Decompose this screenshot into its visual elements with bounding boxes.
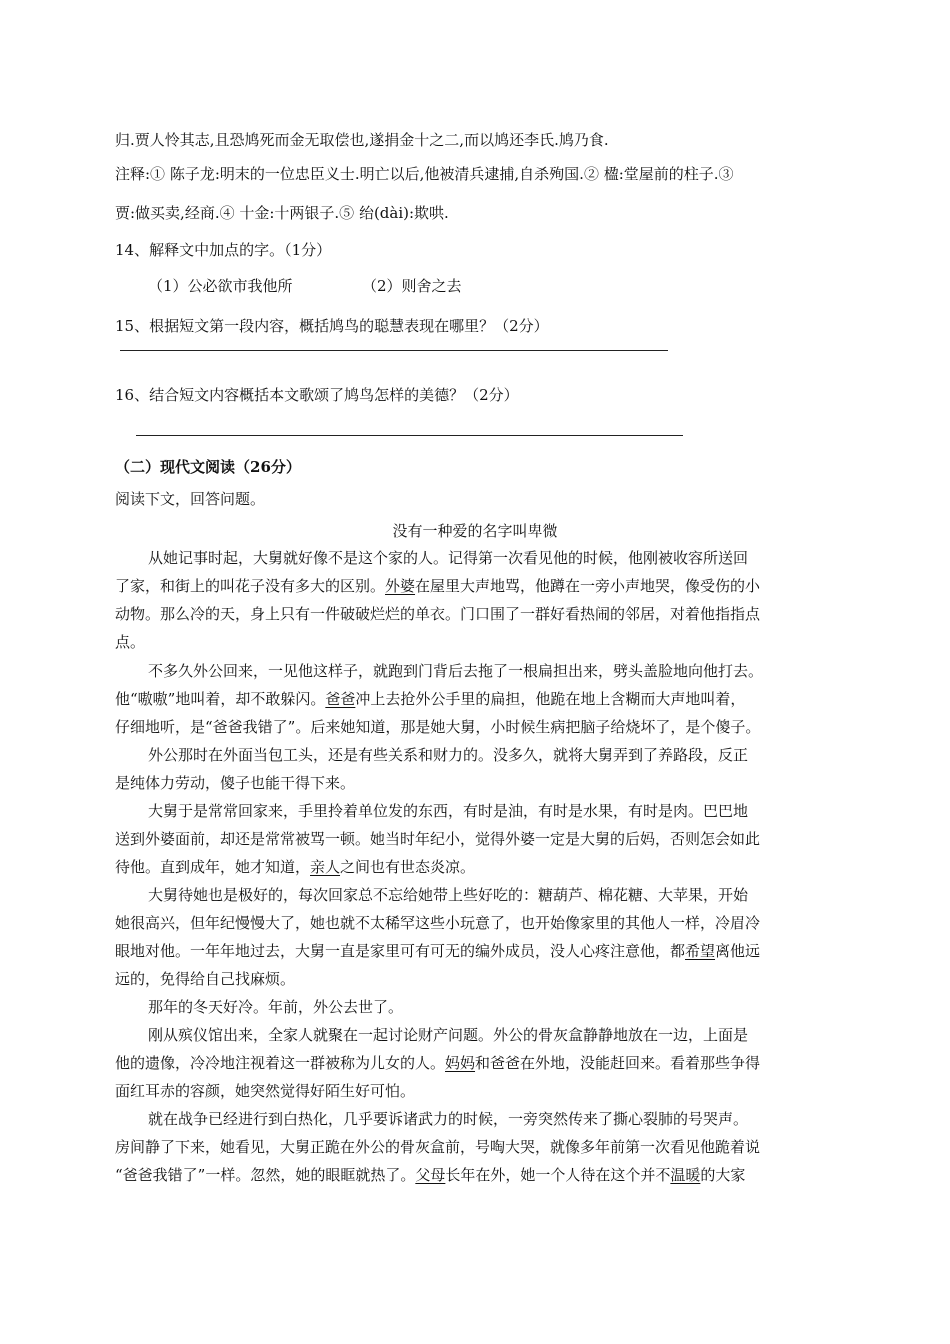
paragraph-line: 她很高兴，但年纪慢慢大了，她也就不太稀罕这些小玩意了，也开始像家里的其他人一样，冷眉冷	[115, 914, 761, 932]
question-16: 16、结合短文内容概括本文歌颂了鸠鸟怎样的美德？（2分）	[115, 386, 519, 404]
section-heading: （二）现代文阅读（26分）	[115, 458, 301, 476]
question-14: 14、解释文中加点的字。（1分）	[115, 241, 332, 259]
instruction: 阅读下文，回答问题。	[115, 490, 266, 508]
paragraph-line: 点。	[115, 633, 146, 651]
paragraph-line: 送到外婆面前，却还是常常被骂一顿。她当时年纪小，觉得外婆一定是大舅的后妈，否则怎会如此	[115, 830, 761, 848]
underlined-word: 温暖	[670, 1166, 701, 1184]
underlined-word: 爸爸	[325, 690, 356, 708]
paragraph-line: “爸爸我错了”一样。忽然，她的眼眶就热了。父母长年在外，她一个人待在这个并不温暖的大家	[115, 1166, 746, 1184]
question-15: 15、根据短文第一段内容，概括鸠鸟的聪慧表现在哪里？（2分）	[115, 317, 549, 335]
underlined-word: 亲人	[310, 858, 341, 876]
paragraph-line: 远的，免得给自己找麻烦。	[115, 970, 296, 988]
answer-line[interactable]	[136, 435, 683, 436]
paragraph-line: 房间静了下来，她看见，大舅正跪在外公的骨灰盒前，号啕大哭，就像多年前第一次看见他跪着说	[115, 1138, 761, 1156]
annotation-line: 注释:① 陈子龙:明末的一位忠臣义士.明亡以后,他被清兵逮捕,自杀殉国.② 楹:堂屋前的柱子.③	[115, 165, 734, 183]
underlined-word: 父母	[415, 1166, 446, 1184]
paragraph-line: 动物。那么冷的天，身上只有一件破破烂烂的单衣。门口围了一群好看热闹的邻居，对着他指指点	[115, 605, 761, 623]
question-14-item-2: （2）则舍之去	[362, 277, 462, 295]
paragraph-line: 刚从殡仪馆出来，全家人就聚在一起讨论财产问题。外公的骨灰盒静静地放在一边，上面是	[148, 1026, 749, 1044]
paragraph-line: 那年的冬天好冷。年前，外公去世了。	[148, 998, 404, 1016]
paragraph-line: 了家，和街上的叫花子没有多大的区别。外婆在屋里大声地骂，他蹲在一旁小声地哭，像受伤的小	[115, 577, 761, 595]
paragraph-line: 他的遗像，冷冷地注视着这一群被称为儿女的人。妈妈和爸爸在外地，没能赶回来。看着那些争得	[115, 1054, 761, 1072]
underlined-word: 外婆	[385, 577, 416, 595]
answer-line[interactable]	[120, 350, 668, 351]
article-title: 没有一种爱的名字叫卑微	[392, 522, 558, 540]
paragraph-line: 面红耳赤的容颜，她突然觉得好陌生好可怕。	[115, 1082, 416, 1100]
paragraph-line: 外公那时在外面当包工头，还是有些关系和财力的。没多久，就将大舅弄到了养路段，反正	[148, 746, 749, 764]
paragraph-line: 大舅于是常常回家来，手里拎着单位发的东西，有时是油，有时是水果，有时是肉。巴巴地	[148, 802, 749, 820]
annotation-line: 贾:做买卖,经商.④ 十金:十两银子.⑤ 绐(dài):欺哄.	[115, 204, 449, 222]
paragraph-line: 仔细地听，是“爸爸我错了”。后来她知道，那是她大舅，小时候生病把脑子给烧坏了，是个傻子。	[115, 718, 761, 736]
question-14-item-1: （1）公必欲市我他所	[148, 277, 293, 295]
paragraph-line: 待他。直到成年，她才知道，亲人之间也有世态炎凉。	[115, 858, 476, 876]
paragraph-line: 是纯体力劳动，傻子也能干得下来。	[115, 774, 356, 792]
paragraph-line: 从她记事时起，大舅就好像不是这个家的人。记得第一次看见他的时候，他刚被收容所送回	[148, 549, 749, 567]
underlined-word: 希望	[685, 942, 716, 960]
paragraph-line: 他“嗷嗷”地叫着，却不敢躲闪。爸爸冲上去抢外公手里的扁担，他跪在地上含糊而大声地叫着，	[115, 690, 746, 708]
paragraph-line: 不多久外公回来，一见他这样子，就跑到门背后去拖了一根扁担出来，劈头盖脸地向他打去。	[148, 662, 764, 680]
paragraph-line: 就在战争已经进行到白热化，几乎要诉诸武力的时候，一旁突然传来了撕心裂肺的号哭声。	[148, 1110, 749, 1128]
underlined-word: 妈妈	[445, 1054, 476, 1072]
paragraph-line: 大舅待她也是极好的，每次回家总不忘给她带上些好吃的：糖葫芦、棉花糖、大苹果，开始	[148, 886, 749, 904]
paragraph-line: 眼地对他。一年年地过去，大舅一直是家里可有可无的编外成员，没人心疼注意他，都希望离他远	[115, 942, 761, 960]
text-line: 归.贾人怜其志,且恐鸠死而金无取偿也,遂捐金十之二,而以鸠还李氏.鸠乃食.	[115, 131, 609, 149]
